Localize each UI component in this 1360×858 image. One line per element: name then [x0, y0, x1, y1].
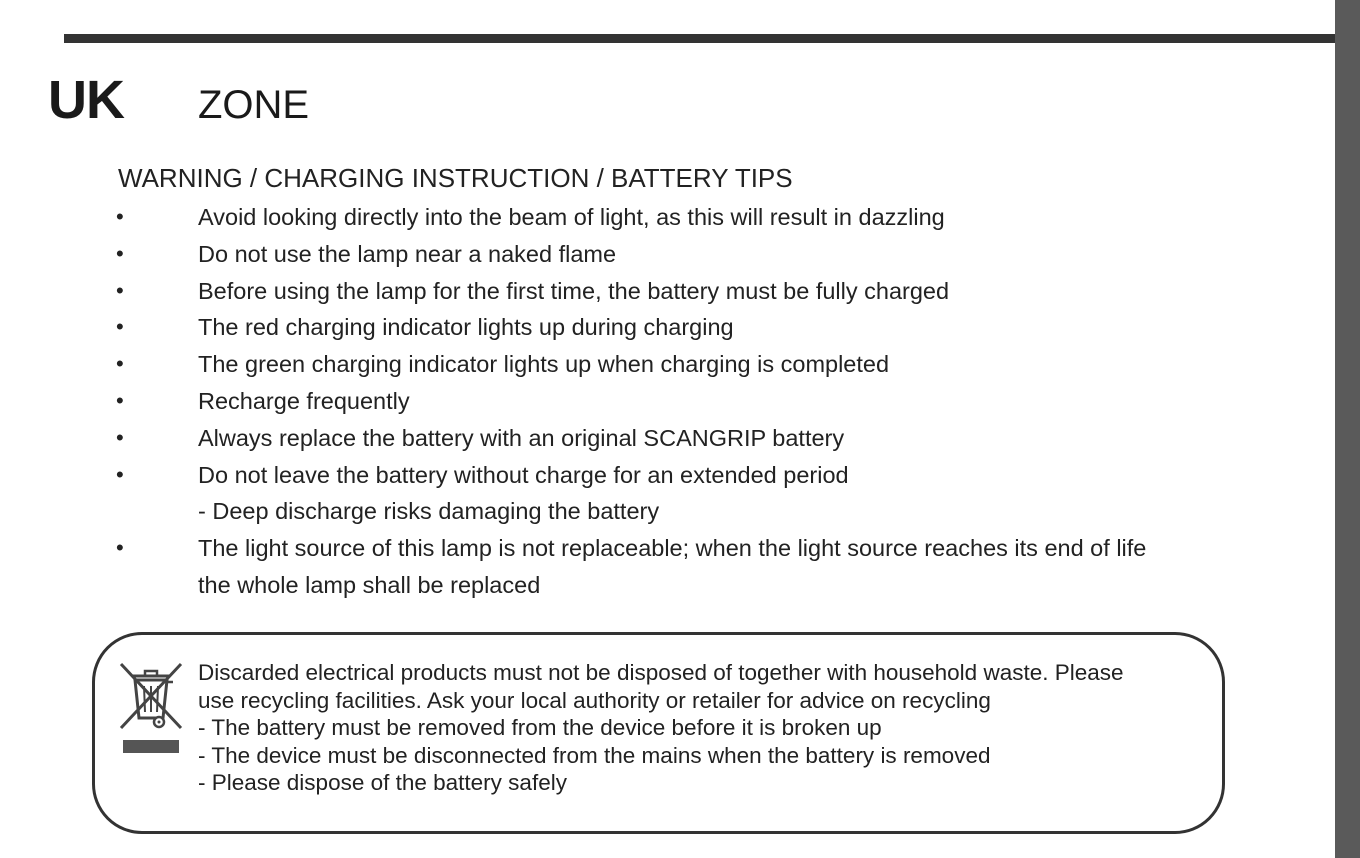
list-item: [0, 383, 1320, 420]
list-item: [0, 273, 1320, 310]
list-item-text: Before using the lamp for the first time, the battery must be fully charged: [198, 277, 950, 304]
list-item: [0, 236, 1320, 273]
list-item: [0, 309, 1320, 346]
bullet: •: [116, 204, 124, 229]
disposal-line: use recycling facilities. Ask your local authority or retailer for advice on recycling: [198, 687, 991, 713]
list-item-text: The red charging indicator lights up during charging: [198, 314, 734, 341]
list-item-text: Do not use the lamp near a naked flame: [198, 240, 617, 267]
disposal-line: - Please dispose of the battery safely: [198, 770, 567, 795]
list-item: [0, 199, 1320, 236]
list-item: [0, 530, 1320, 604]
disposal-line: Discarded electrical products must not be disposed of together with household waste. Please: [198, 660, 1124, 685]
list-item: [0, 457, 1320, 531]
instructions-list: [0, 199, 1320, 604]
page-edge-bar: [1335, 0, 1360, 858]
bullet: •: [116, 314, 124, 340]
bullet: •: [116, 461, 124, 487]
list-item: [0, 420, 1320, 457]
bullet: •: [116, 424, 124, 450]
crossed-out-wheelie-bin-icon: [117, 660, 185, 756]
section-title: ZONE: [198, 83, 310, 127]
list-item-text: The green charging indicator lights up when charging is completed: [198, 351, 890, 378]
bullet: •: [116, 351, 124, 377]
list-item: [0, 346, 1320, 383]
disposal-notice-text: [198, 659, 1208, 797]
language-code: UK: [48, 70, 124, 130]
bullet: •: [116, 240, 124, 266]
disposal-line: - The device must be disconnected from the mains when the battery is removed: [198, 742, 991, 768]
top-rule: [64, 34, 1336, 43]
bullet: •: [116, 277, 124, 303]
list-item-subtext: - Deep discharge risks damaging the battery: [198, 498, 660, 525]
instructions-heading: WARNING / CHARGING INSTRUCTION / BATTERY TIPS: [118, 163, 793, 193]
bullet: •: [116, 535, 124, 561]
list-item-subtext: the whole lamp shall be replaced: [198, 571, 541, 598]
bullet: •: [116, 387, 124, 413]
list-item-text: Always replace the battery with an original SCANGRIP battery: [198, 424, 845, 451]
list-item-text: Avoid looking directly into the beam of light, as this will result in dazzling: [198, 204, 945, 230]
list-item-text: The light source of this lamp is not replaceable; when the light source reaches its end of life: [198, 535, 1147, 562]
list-item-text: Do not leave the battery without charge for an extended period: [198, 461, 849, 488]
disposal-line: - The battery must be removed from the device before it is broken up: [198, 715, 882, 740]
list-item-text: Recharge frequently: [198, 387, 410, 414]
